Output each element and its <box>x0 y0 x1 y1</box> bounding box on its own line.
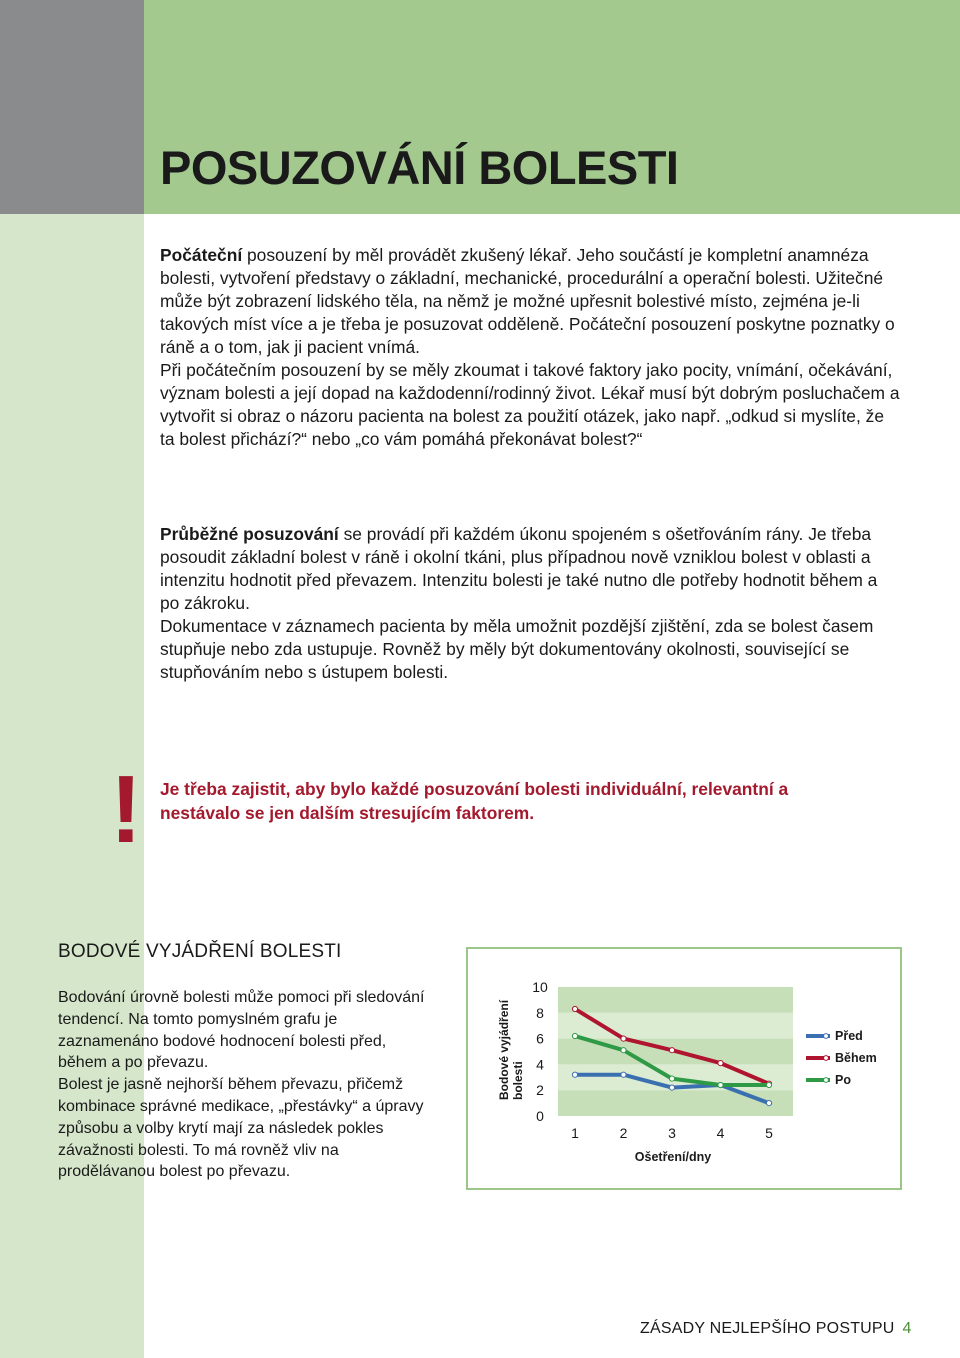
initial-assessment-section <box>160 244 900 451</box>
y-tick-label: 8 <box>536 1004 544 1021</box>
data-point <box>766 1082 771 1087</box>
x-tick-label: 4 <box>716 1125 725 1141</box>
ongoing-assessment-lead: Průběžné posuzování <box>160 524 339 544</box>
legend-marker <box>824 1056 829 1061</box>
x-tick-label: 5 <box>765 1125 773 1141</box>
y-tick-label: 2 <box>536 1082 544 1099</box>
x-tick-label: 2 <box>619 1125 628 1141</box>
chart-band <box>558 987 793 1013</box>
page-title: POSUZOVÁNÍ BOLESTI <box>160 141 679 194</box>
pain-score-chart-svg <box>468 949 900 1188</box>
chart-band <box>558 1090 793 1116</box>
ongoing-assessment-text: se provádí při každém úkonu spojeném s ošetřováním rány. Je třeba posoudit základní bolest v ráně i okolní tkáni, plus případnou nově vzniklou bolest v oblasti a intenzitu hodnotit před převazem. Intenzitu bolesti je také nutno dle potřeby hodnotit během a po zákroku. <box>160 524 878 613</box>
data-point <box>718 1082 723 1087</box>
footer <box>640 1320 912 1338</box>
data-point <box>572 1006 577 1011</box>
data-point <box>669 1076 674 1081</box>
footer-title: ZÁSADY NEJLEPŠÍHO POSTUPU <box>640 1320 895 1337</box>
data-point <box>621 1072 626 1077</box>
legend-label: Po <box>835 1073 851 1087</box>
chart-x-ticks <box>571 1125 773 1141</box>
chart-legend <box>806 1029 877 1087</box>
chart-band <box>558 1013 793 1039</box>
data-point <box>572 1072 577 1077</box>
initial-assessment-factors: Při počátečním posouzení by se měly zkoumat i takové faktory jako pocity, vnímání, očekávání, význam bolesti a její dopad na každodenní/rodinný život. Lékař musí být dobrým posluchačem a vytvořit si obraz o názoru pacienta na bolest za použití otázek, jako např. „odkud si myslíte, že ta bolest přichází?“ nebo „co vám pomáhá překonávat bolest?“ <box>160 360 900 449</box>
data-point <box>621 1048 626 1053</box>
y-tick-label: 0 <box>536 1108 544 1124</box>
page-number: 4 <box>902 1320 912 1337</box>
pain-score-chart <box>466 947 902 1190</box>
x-tick-label: 3 <box>668 1125 676 1141</box>
x-tick-label: 1 <box>571 1125 579 1141</box>
pain-score-description <box>58 987 438 1183</box>
legend-marker <box>824 1034 829 1039</box>
ongoing-assessment-paragraph <box>160 523 900 615</box>
legend-label: Během <box>835 1051 877 1065</box>
data-point <box>718 1061 723 1066</box>
data-point <box>621 1036 626 1041</box>
y-tick-label: 10 <box>532 979 548 995</box>
documentation-paragraph: Dokumentace v záznamech pacienta by měla umožnit pozdější zjištění, zda se bolest časem stupňuje nebo zda ustupuje. Rovněž by měly být dokumentovány okolnosti, související se stupňováním nebo s ústupem bolesti. <box>160 616 874 682</box>
pain-score-paragraph-2: Bolest je jasně nejhorší během převazu, přičemž kombinace správné medikace, „přestávky“ a úpravy způsobu a volby krytí mají za následek pokles závažnosti bolesti. To má rovněž vliv na prodělávanou bolest po převazu. <box>58 1076 424 1181</box>
data-point <box>766 1101 771 1106</box>
chart-y-ticks <box>532 979 548 1124</box>
exclamation-icon: ! <box>110 756 142 863</box>
ongoing-assessment-section <box>160 523 900 684</box>
y-tick-label: 4 <box>536 1056 544 1073</box>
warning-note: Je třeba zajistit, aby bylo každé posuzování bolesti individuální, relevantní a nestávalo se jen dalším stresujícím faktorem. <box>160 779 789 823</box>
chart-xlabel: Ošetření/dny <box>634 1150 712 1164</box>
pain-score-heading: BODOVÉ VYJÁDŘENÍ BOLESTI <box>58 941 342 962</box>
y-tick-label: 6 <box>536 1030 544 1047</box>
legend-marker <box>824 1078 829 1083</box>
ylabel-line-1: Bodové vyjádření <box>497 999 511 1100</box>
sidebar-gray-block <box>0 0 144 214</box>
initial-assessment-text: posouzení by měl provádět zkušený lékař. Jeho součástí je kompletní anamnéza bolesti, vytvoření představy o základní, mechanické, procedurální a operační bolesti. Užitečné může být zobrazení lidského těla, na němž je možné upřesnit bolestivé místo, zejména je-li takových míst více a je třeba je posuzovat odděleně. Počáteční posouzení poskytne poznatky o ráně a o tom, jak ji pacient vnímá. <box>160 245 895 357</box>
legend-label: Před <box>835 1029 863 1043</box>
data-point <box>572 1033 577 1038</box>
data-point <box>669 1048 674 1053</box>
data-point <box>669 1085 674 1090</box>
ylabel-line-2: bolesti <box>511 1061 525 1100</box>
initial-assessment-lead: Počáteční <box>160 245 243 265</box>
pain-score-paragraph-1: Bodování úrovně bolesti může pomoci při sledování tendencí. Na tomto pomyslném grafu je zaznamenáno bodové hodnocení bolesti před, během a po převazu. <box>58 989 425 1072</box>
initial-assessment-paragraph <box>160 244 900 359</box>
chart-ylabel <box>497 999 525 1100</box>
